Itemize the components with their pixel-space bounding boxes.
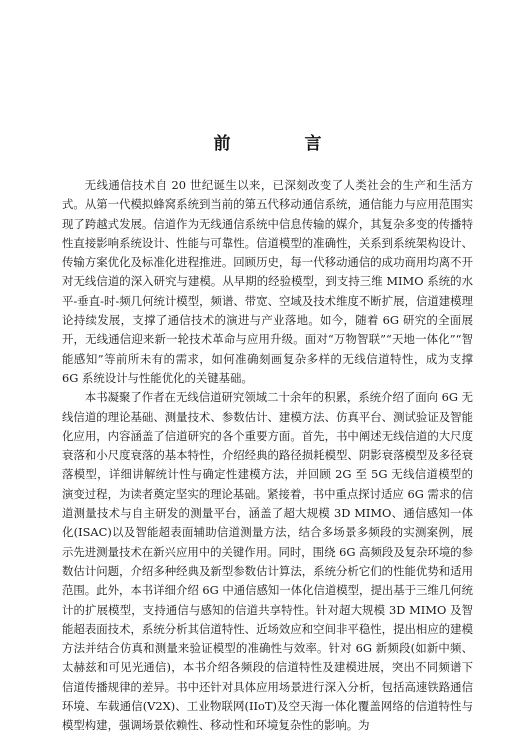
paragraph-book-overview: 本书凝聚了作者在无线信道研究领域二十余年的积累，系统介绍了面向 6G 无线信道的理论基础、测量技术、参数估计、建模方法、仿真平台、测试验证及智能化应用，内容涵盖了信道研究的各个重要方面。首先，书中阐述无线信道的大尺度衰落和小尺度衰落的基本特性，介绍经典的路径损耗模型、阴影衰落模型及多径衰落模型，详细讲解统计性与确定性建模方法，并回顾 2G 至 5G 无线信道模型的演变过程，为读者奠定坚实的理论基础。紧接着，书中重点探讨适应 6G 需求的信道测量技术与自主研发的测量平台，涵盖了超大规模 3D MIMO、通信感知一体化(ISAC)以及智能超表面辅助信道测量方法，结合多场景多频段的实测案例，展示先进测量技术在新兴应用中的关键作用。同时，围绕 6G 高频段及复杂环境的参数估计问题，介绍多种经典及新型参数估计算法，系统分析它们的性能优势和适用范围。此外，本书详细介绍 6G 中通信感知一体化信道模型，提出基于三维几何统计的扩展模型，支持通信与感知的信道共享特性。针对超大规模 3D MIMO 及智能超表面技术，系统分析其信道特性、近场效应和空间非平稳性，提出相应的建模方法并结合仿真和测量来验证模型的准确性与效率。针对 6G 新频段(如新中频、太赫兹和可见光通信)，本书介绍各频段的信道特性及建模进展，突出不同频谱下信道传播规律的差异。书中还针对具体应用场景进行深入分析，包括高速铁路通信环境、车载通信(V2X)、工业物联网(IIoT)及空天海一体化覆盖网络的信道特性与模型构建，强调场景依赖性、移动性和环境复杂性的影响。为 <box>62 390 473 733</box>
preface-title: 前 言 <box>213 134 356 154</box>
paragraph-intro: 无线通信技术自 20 世纪诞生以来，已深刻改变了人类社会的生产和生活方式。从第一代模拟蜂窝系统到当前的第五代移动通信系统，通信能力与应用范围实现了跨越式发展。信道作为无线通信系统中信息传输的媒介，其复杂多变的传播特性直接影响系统设计、性能与可靠性。信道模型的准确性，关系到系统架构设计、传输方案优化及标准化进程推进。回顾历史，每一代移动通信的成功商用均离不开对无线信道的深入研究与建模。从早期的经验模型，到支持三维 MIMO 系统的水平-垂直-时-频几何统计模型，频谱、带宽、空域及技术维度不断扩展，信道建模理论持续发展，支撑了通信技术的演进与产业落地。如今，随着 6G 研究的全面展开，无线通信迎来新一轮技术革命与应用升级。面对“万物智联”“天地一体化”“智能感知”等前所未有的需求，如何准确刻画复杂多样的无线信道特性，成为支撑 6G 系统设计与性能优化的关键基础。 <box>62 178 473 385</box>
preface-body <box>62 176 473 736</box>
